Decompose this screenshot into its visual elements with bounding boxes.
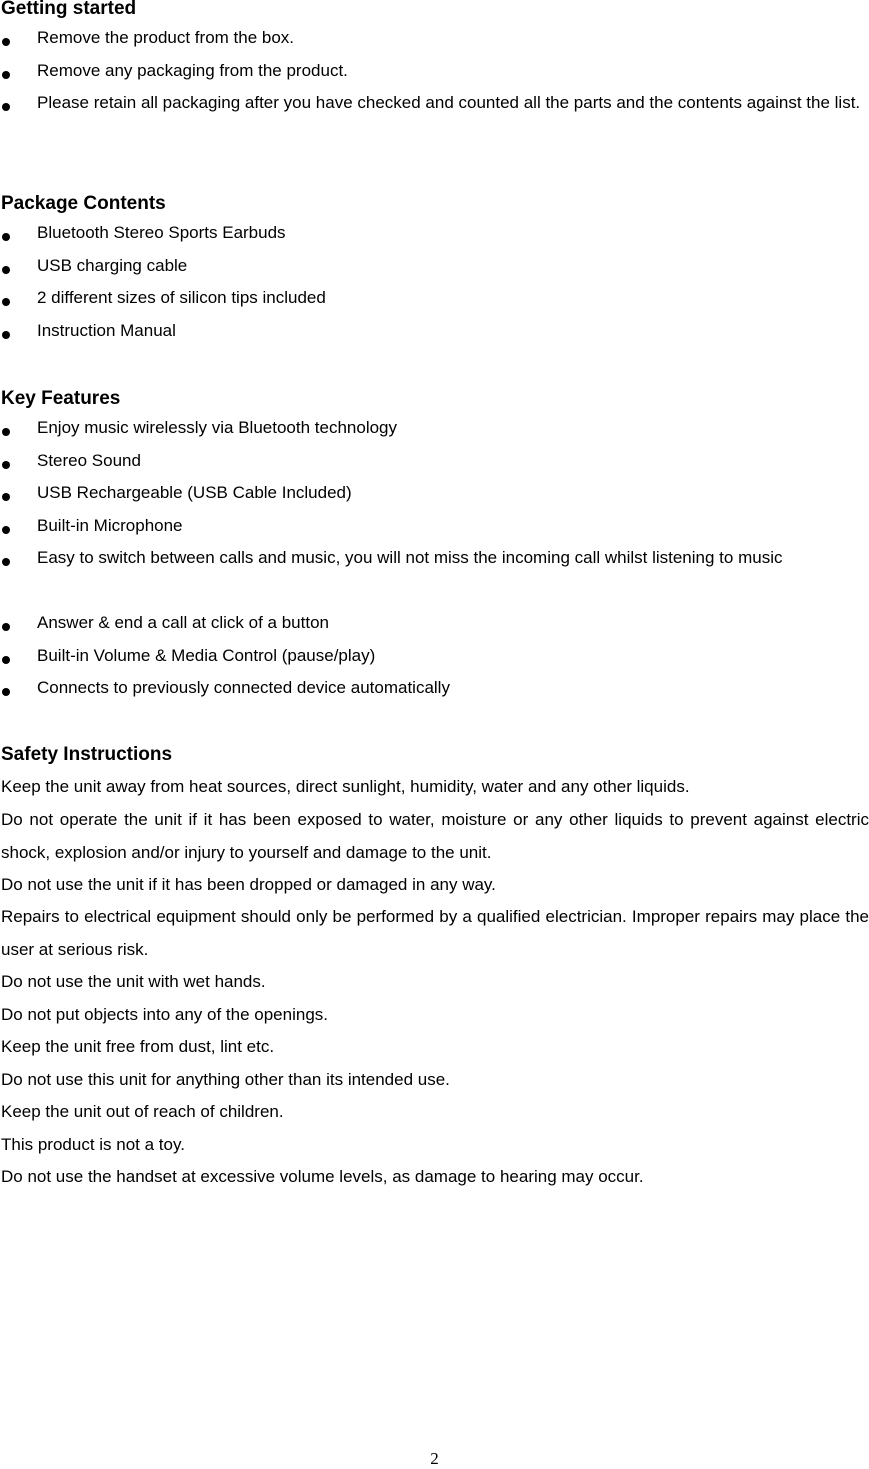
bullet-icon — [2, 266, 10, 274]
bullet-icon — [2, 103, 10, 111]
page-number: 2 — [430, 1449, 439, 1468]
bullet-icon — [2, 688, 10, 696]
bullet-icon — [2, 656, 10, 664]
bullet-icon — [2, 558, 10, 566]
list-item-text: USB charging cable — [37, 256, 188, 275]
list-item-text: Built-in Volume & Media Control (pause/play) — [37, 646, 376, 665]
bullet-icon — [2, 233, 10, 241]
safety-paragraph: Keep the unit free from dust, lint etc. — [1, 1037, 275, 1056]
package-contents-heading: Package Contents — [1, 193, 166, 214]
list-item-text: Remove any packaging from the product. — [37, 61, 348, 80]
safety-paragraph: This product is not a toy. — [1, 1135, 185, 1154]
bullet-icon — [2, 461, 10, 469]
bullet-icon — [2, 526, 10, 534]
bullet-icon — [2, 428, 10, 436]
list-item-text: 2 different sizes of silicon tips included — [37, 288, 326, 307]
bullet-icon — [2, 71, 10, 79]
list-item-text: Remove the product from the box. — [37, 28, 295, 47]
getting-started-heading: Getting started — [1, 0, 137, 19]
safety-paragraph: Keep the unit out of reach of children. — [1, 1102, 284, 1121]
key-features-heading: Key Features — [1, 388, 121, 409]
list-item-text: Enjoy music wirelessly via Bluetooth technology — [37, 418, 398, 437]
safety-paragraph: Do not operate the unit if it has been exposed to water, moisture or any other liquids to prevent against electric shock, explosion and/or injury to yourself and damage to the unit. — [1, 810, 869, 862]
list-item-text: Easy to switch between calls and music, you will not miss the incoming call whilst listening to music — [37, 548, 783, 567]
bullet-icon — [2, 623, 10, 631]
bullet-icon — [2, 493, 10, 501]
list-item-text: Please retain all packaging after you have checked and counted all the parts and the contents against the list. — [37, 93, 861, 112]
list-item-text: Bluetooth Stereo Sports Earbuds — [37, 223, 286, 242]
safety-instructions-heading: Safety Instructions — [1, 744, 173, 765]
safety-paragraph: Keep the unit away from heat sources, direct sunlight, humidity, water and any other liquids. — [1, 777, 690, 796]
list-item-text: USB Rechargeable (USB Cable Included) — [37, 483, 352, 502]
bullet-icon — [2, 331, 10, 339]
safety-paragraph: Do not use this unit for anything other than its intended use. — [1, 1070, 450, 1089]
safety-paragraph: Do not use the unit with wet hands. — [1, 972, 266, 991]
safety-paragraph: Do not use the unit if it has been dropped or damaged in any way. — [1, 875, 496, 894]
list-item-text: Built-in Microphone — [37, 516, 183, 535]
safety-paragraph: Do not use the handset at excessive volume levels, as damage to hearing may occur. — [1, 1167, 644, 1186]
safety-paragraph: Do not put objects into any of the openings. — [1, 1005, 329, 1024]
bullet-icon — [2, 38, 10, 46]
list-item-text: Stereo Sound — [37, 451, 141, 470]
safety-paragraph: Repairs to electrical equipment should only be performed by a qualified electrician. Improper repairs may place the user at serious risk. — [1, 907, 869, 959]
list-item-text: Connects to previously connected device automatically — [37, 678, 450, 697]
bullet-icon — [2, 298, 10, 306]
list-item-text: Answer & end a call at click of a button — [37, 613, 329, 632]
list-item-text: Instruction Manual — [37, 321, 176, 340]
